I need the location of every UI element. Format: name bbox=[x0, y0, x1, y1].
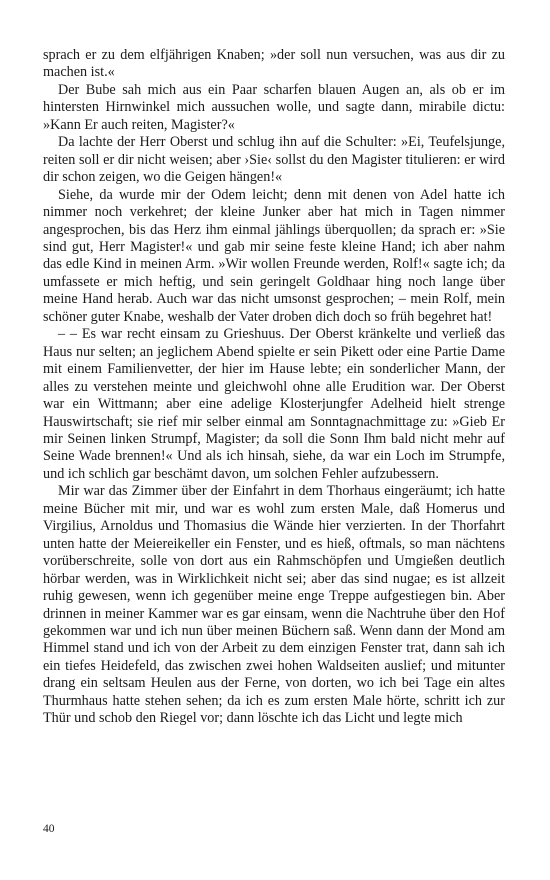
paragraph: Da lachte der Herr Oberst und schlug ihn auf die Schulter: »Ei, Teufelsjunge, reiten soll er dir nicht weisen; aber ›Sie‹ sollst du den Magister titulieren: er wird dir schon zeigen, wo die Geigen hängen!« bbox=[43, 134, 505, 186]
page-text-block bbox=[43, 47, 505, 728]
paragraph: Der Bube sah mich aus ein Paar scharfen blauen Augen an, als ob er im hintersten Hirnwinkel mich aussuchen wolle, und sagte dann, mirabile dictu: »Kann Er auch reiten, Magister?« bbox=[43, 81, 505, 133]
paragraph-continuation: sprach er zu dem elfjährigen Knaben; »der soll nun versuchen, was aus dir zu machen ist.« bbox=[43, 47, 505, 81]
page-number: 40 bbox=[43, 823, 55, 835]
paragraph: Mir war das Zimmer über der Einfahrt in dem Thorhaus eingeräumt; ich hatte meine Bücher mit mir, und war es wohl zum ersten Male, daß Homerus und Virgilius, Arnoldus und Thomasius die Wände hier verzierten. In der Thorfahrt unten hatte der Meiereikeller ein Fenster, und es hieß, oftmals, so man nächtens vorüberschreite, solle von dort aus ein Rahmschöpfen und Umgießen deutlich hörbar werden, was in Wirklichkeit nicht sei; aber das sind nugae; es ist allzeit ruhig gewesen, wenn ich gegenüber meine enge Treppe aufgestiegen bin. Aber drinnen in meiner Kammer war es gar einsam, wenn die Nachtruhe über den Hof gekommen war und ich nun über meinen Büchern saß. Wenn dann der Mond am Himmel stand und ich von der Arbeit zu dem einzigen Fenster trat, dann sah ich ein tiefes Heidefeld, das zwischen zwei hohen Waldseiten auslief; und mitunter drang ein seltsam Heulen aus der Ferne, von dorten, wo ich bei Tage ein altes Thurmhaus hatte stehen sehen; da ich es zum ersten Male hörte, schritt ich zur Thür und schob den Riegel vor; dann löschte ich das Licht und legte mich bbox=[43, 483, 505, 727]
paragraph: Siehe, da wurde mir der Odem leicht; denn mit denen von Adel hatte ich nimmer noch verkehret; der kleine Junker aber hat mich in Tagen nimmer angesprochen, bis das Herz ihm einmal jählings überquollen; da sprach er: »Sie sind gut, Herr Magister!« und gab mir seine feste kleine Hand; ich aber nahm das edle Kind in meinen Arm. »Wir wollen Freunde werden, Rolf!« sagte ich; da umfassete er mich heftig, und sein geringelt Goldhaar hing noch lange über meine Hand herab. Auch war das nicht umsonst gesprochen; – mein Rolf, mein schöner guter Knabe, weshalb der Vater droben dich doch so früh begehret hat! bbox=[43, 186, 505, 325]
paragraph: – – Es war recht einsam zu Grieshuus. Der Oberst kränkelte und verließ das Haus nur selten; an jeglichem Abend spielte er sein Pikett oder eine Partie Dame mit einem Familienvetter, der hier im Hause lebte; ein sonderlicher Mann, der alles zu verstehen meinte und gleichwohl ohne alle Erudition war. Der Oberst war ein Wittmann; aber eine adelige Klosterjungfer Adelheid hielt strenge Hauswirtschaft; sie rief mir selber einmal am Sonntagnachmittage zu: »Gieb Er mir Seinen linken Strumpf, Magister; da soll die Sonn Ihm bald nicht mehr auf Seine Wade brennen!« Und als ich hinsah, siehe, da war ein Loch im Strumpfe, und ich schlich gar beschämt davon, um solchen Fehler aufzubessern. bbox=[43, 326, 505, 482]
